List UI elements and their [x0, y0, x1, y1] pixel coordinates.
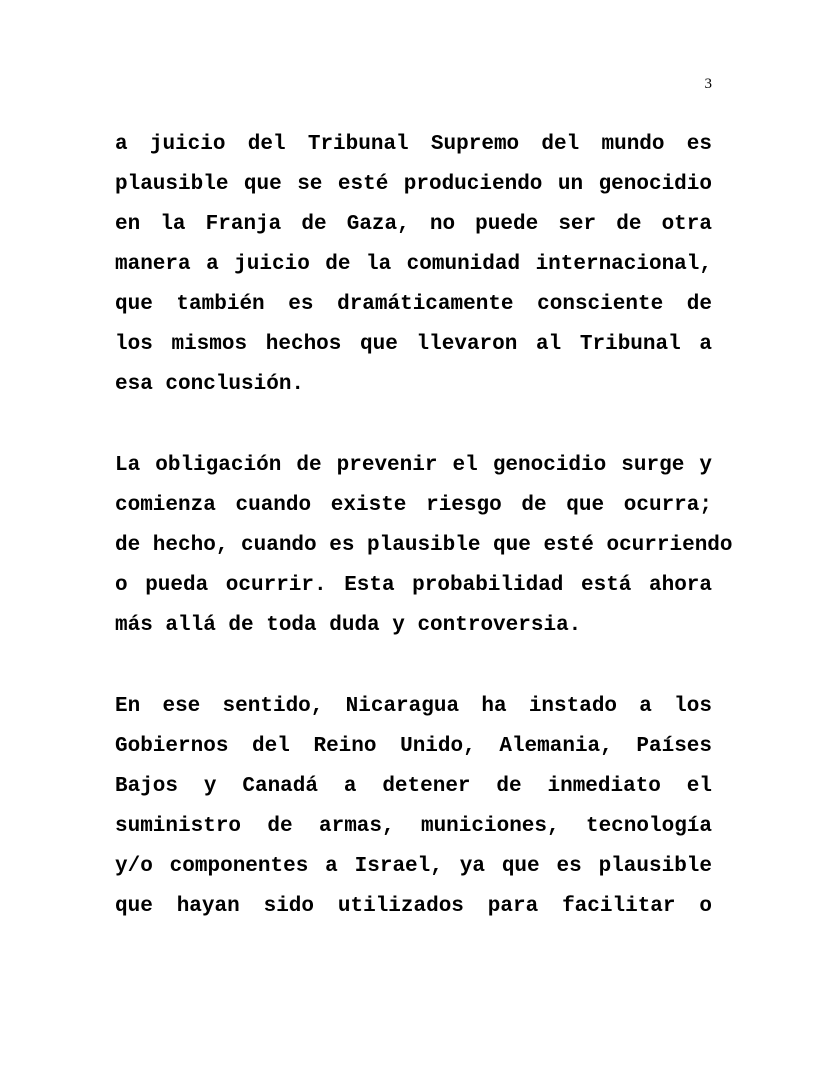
paragraph-line: de hecho, cuando es plausible que esté ocurriendo — [115, 534, 733, 557]
paragraph-line: La obligación de prevenir el genocidio surge y — [115, 454, 712, 477]
paragraph-line: más allá de toda duda y controversia. — [115, 614, 582, 637]
paragraph-line: en la Franja de Gaza, no puede ser de otra — [115, 213, 712, 236]
paragraph-line: esa conclusión. — [115, 373, 305, 396]
paragraph-2 — [115, 446, 733, 646]
paragraph-line: que hayan sido utilizados para facilitar o — [115, 895, 712, 918]
paragraph-3 — [115, 687, 712, 927]
paragraph-line: comienza cuando existe riesgo de que ocurra; — [115, 494, 712, 517]
paragraph-line: plausible que se esté produciendo un genocidio — [115, 173, 712, 196]
paragraph-line: manera a juicio de la comunidad internacional, — [115, 253, 712, 276]
paragraph-line: o pueda ocurrir. Esta probabilidad está ahora — [115, 574, 712, 597]
paragraph-line: los mismos hechos que llevaron al Tribunal a — [115, 333, 712, 356]
paragraph-line: Gobiernos del Reino Unido, Alemania, Países — [115, 735, 712, 758]
paragraph-line: En ese sentido, Nicaragua ha instado a los — [115, 695, 712, 718]
paragraph-line: Bajos y Canadá a detener de inmediato el — [115, 775, 712, 798]
page-number: 3 — [704, 76, 712, 92]
paragraph-line: que también es dramáticamente consciente de — [115, 293, 712, 316]
paragraph-1 — [115, 125, 712, 405]
paragraph-line: suministro de armas, municiones, tecnología — [115, 815, 712, 838]
paragraph-line: a juicio del Tribunal Supremo del mundo es — [115, 133, 712, 156]
paragraph-line: y/o componentes a Israel, ya que es plausible — [115, 855, 712, 878]
